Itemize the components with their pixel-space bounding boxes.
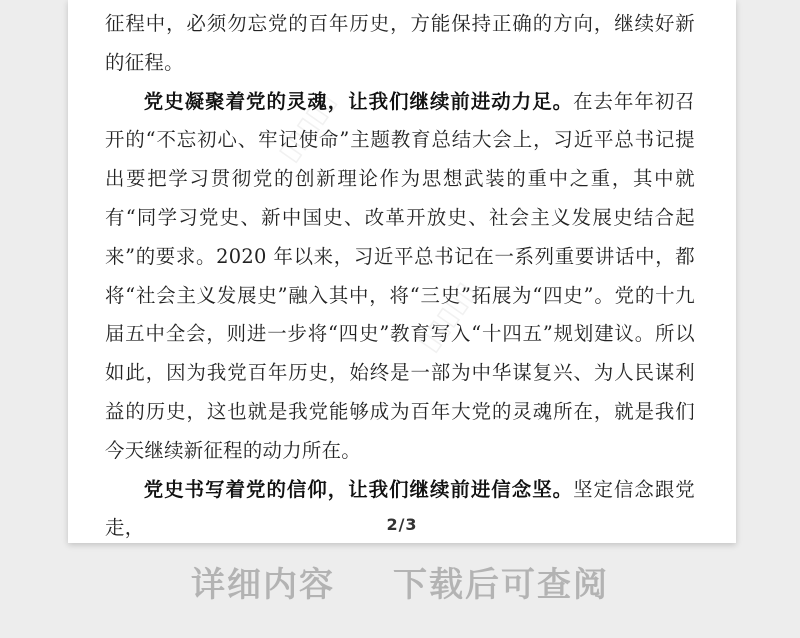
download-to-view-button[interactable]: 下载后可查阅 [393,565,609,605]
page-number: 2/3 [386,515,418,534]
watermark: ▯▯▯▯▯ [410,275,483,358]
paragraph-2 [105,83,695,471]
paragraph-2-text: 在去年年初召开的“不忘初心、牢记使命”主题教育总结大会上，习近平总书记提出要把学习贯彻党的创新理论作为思想武装的重中之重，其中就有“同学习党史、新中国史、改革开放史、社会主义发展史结合起来”的要求。2020 年以来，习近平总书记在一系列重要讲话中，都将“社会主义发展史”融入其中，将“三史”拓展为“四史”。党的十九届五中全会，则进一步将“四史”教育写入“十四五”规划建议。所以如此，因为我党百年历史，始终是一部为中华谋复兴、为人民谋利益的历史，这也就是我党能够成为百年大党的灵魂所在，就是我们今天继续新征程的动力所在。 [105,89,695,462]
paragraph-2-lead: 党史凝聚着党的灵魂，让我们继续前进动力足。 [143,89,574,113]
paragraph-3-text: 坚定信念跟党走， [105,477,695,540]
document-body [105,5,695,548]
paragraph-1-text: 征程中，必须勿忘党的百年历史，方能保持正确的方向，继续好新的征程。 [105,12,695,74]
paragraph-3-lead: 党史书写着党的信仰，让我们继续前进信念坚。 [143,477,574,501]
document-page [68,0,736,543]
bottom-action-bar [0,560,800,610]
paragraph-1 [105,5,695,83]
watermark: ▯▯▯▯▯ [270,85,343,168]
paragraph-3 [105,471,695,549]
details-button[interactable]: 详细内容 [191,565,335,605]
